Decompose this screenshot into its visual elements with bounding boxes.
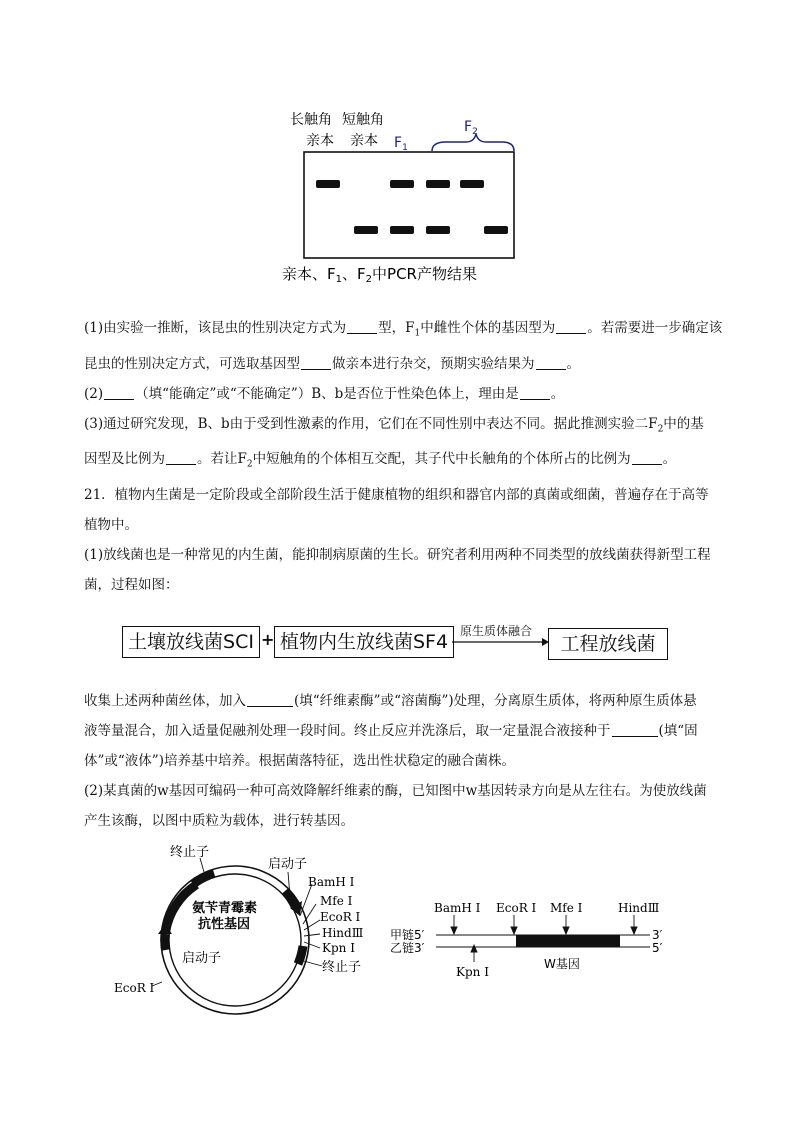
label-parent-2: 亲本 [350, 133, 378, 149]
gel-frame [304, 152, 514, 258]
q21-p1-line-1: (1)放线菌也是一种常见的内生菌，能抑制病原菌的生长。研究者利用两种不同类型的放线菌获得新型工程 [84, 547, 711, 564]
plasmid-ecori-right-label: EcoR I [320, 910, 361, 924]
band-f1-lower [390, 226, 414, 234]
gene-bamhi-label: BamH I [434, 901, 481, 915]
answer-blank[interactable] [301, 355, 331, 370]
answer-blank[interactable] [347, 319, 377, 334]
answer-blank[interactable] [612, 722, 658, 737]
band-long-parent-upper [316, 180, 340, 188]
gene-hindiii-label: HindⅢ [618, 901, 660, 915]
question-block-20 [84, 313, 724, 600]
flow-arrow-label: 原生质体融合 [460, 624, 533, 638]
q1-line-2: 昆虫的性别决定方式，可选取基因型 做亲本进行杂交，预期实验结果为 。 [84, 355, 580, 372]
plasmid-promoter-right-label: 启动子 [268, 857, 308, 872]
w-gene-map [386, 894, 690, 982]
q21-intro-1: 21．植物内生菌是一定阶段或全部阶段生活于健康植物的组织和器官内部的真菌或细菌，普遍存在于高等 [84, 487, 709, 504]
answer-blank[interactable] [632, 450, 662, 465]
label-parent-1: 亲本 [306, 133, 334, 149]
flow-plus-sign: + [261, 630, 275, 649]
gene-mfei-label: Mfe I [550, 901, 583, 915]
flow-arrow [452, 636, 550, 648]
q3-line-2: 因型及比例为 。若让$F_2$中短触角的个体相互交配，其子代中长触角的个体所占的比例为 。 [84, 451, 677, 471]
plasmid-hindiii-label: HindⅢ [322, 926, 364, 940]
promoter-left-segment [165, 934, 166, 950]
strand-b-label: 乙链3′ [390, 941, 425, 955]
ampicillin-resistance-label-2: 抗性基因 [198, 917, 251, 932]
flow-box-soil-actinomycete: 土壤放线菌SCI [122, 626, 260, 658]
answer-blank[interactable] [247, 692, 293, 707]
plasmid-ring-outer [161, 866, 309, 1014]
q21-p3-line-2: 产生该酶，以图中质粒为载体，进行转基因。 [84, 813, 354, 829]
plasmid-map [100, 838, 400, 1038]
label-f2: $F_2$ [464, 119, 478, 137]
q21-p3-line-1: (2)某真菌的w基因可编码一种可高效降解纤维素的酶，已知图中w基因转录方向是从左往右。为使放线菌 [84, 783, 707, 799]
label-short-antenna: 短触角 [342, 112, 384, 128]
plasmid-bamhi-label: BamH I [308, 875, 355, 889]
label-long-antenna: 长触角 [290, 112, 332, 128]
answer-blank[interactable] [166, 450, 196, 465]
strand-a-end-label: 3′ [652, 928, 663, 942]
band-f2b-upper [460, 180, 484, 188]
q21-p1-line-2: 菌，过程如图： [84, 577, 179, 594]
ampicillin-resistance-label-1: 氨苄青霉素 [192, 901, 258, 916]
gel-caption: 亲本、$F_1$、$F_2$中PCR产物结果 [282, 265, 477, 285]
w-gene-segment [516, 935, 620, 947]
w-gene-label: W基因 [544, 957, 580, 971]
q3-line-1: (3)通过研究发现，B、b由于受到性激素的作用，它们在不同性别中表达不同。据此推测实验二$F_2$中的基 [84, 415, 704, 435]
q1-line-1: (1)由实验一推断，该昆虫的性别决定方式为 型，$F_1$中雌性个体的基因型为 。若需要进一步确定该 [84, 320, 723, 339]
question-block-21-text [84, 686, 724, 836]
pcr-gel-figure [270, 104, 530, 294]
plasmid-terminator-bottom-label: 终止子 [322, 960, 362, 975]
plasmid-mfei-label: Mfe I [320, 894, 353, 908]
terminator-top-segment [193, 873, 214, 884]
q21-p2-line-2: 液等量混合，加入适量促融剂处理一段时间。终止反应并洗涤后，取一定量混合液接种于 (填“固 [84, 723, 698, 739]
q21-p2-line-1: 收集上述两种菌丝体，加入 (填“纤维素酶”或“溶菌酶”)处理，分离原生质体，将两种原生质体悬 [84, 693, 697, 709]
strand-a-label: 甲链5′ [390, 928, 425, 942]
answer-blank[interactable] [104, 385, 134, 400]
band-f1-upper [390, 180, 414, 188]
q2-line: (2) （填“能确定”或“不能确定”）B、b是否位于性染色体上，理由是 。 [84, 385, 565, 402]
flow-box-endophytic-actinomycete: 植物内生放线菌SF4 [274, 626, 454, 658]
plasmid-ecori-left-label: EcoR I [114, 981, 155, 995]
label-f1: $F_1$ [394, 135, 408, 153]
band-f2a-lower [426, 226, 450, 234]
plasmid-promoter-left-label: 启动子 [182, 951, 222, 966]
terminator-right-segment [298, 946, 303, 964]
answer-blank[interactable] [520, 385, 550, 400]
band-f2a-upper [426, 180, 450, 188]
plasmid-terminator-top-label: 终止子 [170, 845, 210, 860]
gene-ecori-label: EcoR I [496, 901, 537, 915]
answer-blank[interactable] [536, 355, 566, 370]
q21-p2-line-3: 体”或“液体”)培养基中培养。根据菌落特征，选出性状稳定的融合菌株。 [84, 753, 515, 769]
band-f2c-lower [484, 226, 508, 234]
gene-kpni-label: Kpn I [456, 965, 489, 979]
answer-blank[interactable] [556, 319, 586, 334]
flow-box-engineered-actinomycete: 工程放线菌 [548, 628, 668, 660]
q21-intro-2: 植物中。 [84, 517, 138, 534]
strand-b-end-label: 5′ [652, 941, 663, 955]
band-short-parent-lower [354, 226, 378, 234]
plasmid-kpni-label: Kpn I [322, 941, 355, 955]
